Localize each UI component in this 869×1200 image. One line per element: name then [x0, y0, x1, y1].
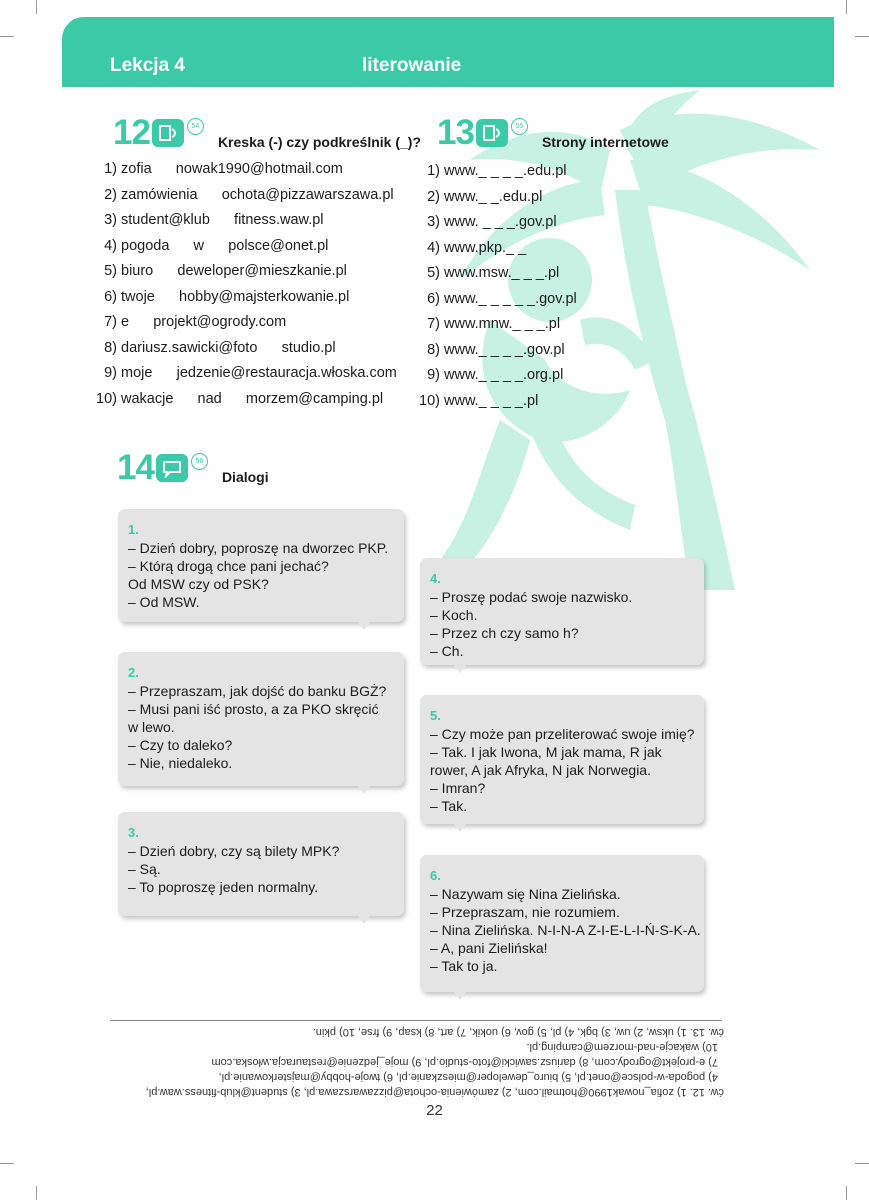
list-item: 2) www._ _.edu.pl: [427, 188, 543, 205]
page-number: 22: [426, 1102, 443, 1119]
list-item: 5) www.msw._ _ _.pl: [427, 265, 560, 281]
dialog-line: – Przez ch czy samo h?: [430, 625, 579, 641]
exercise-number: 13: [437, 113, 474, 152]
dialog-number: 2.: [128, 665, 139, 680]
crop-mark: [855, 1163, 869, 1164]
crop-mark: [846, 1186, 847, 1200]
dialog-line: – Czy to daleko?: [128, 737, 233, 753]
exercise-number: 12: [113, 113, 150, 152]
dialog-line: – Proszę podać swoje nazwisko.: [430, 589, 633, 605]
dialog-line: Od MSW czy od PSK?: [128, 576, 269, 592]
track-number: 54: [187, 118, 204, 135]
dialog-bubble: [118, 652, 404, 786]
list-item: 4) pogoda w polsce@onet.pl: [104, 237, 329, 254]
exercise-13-heading: [437, 113, 669, 153]
exercise-title: Kreska (-) czy podkreślnik (_)?: [217, 134, 421, 150]
exercise-title: Strony internetowe: [541, 134, 669, 150]
dialog-line: – Imran?: [430, 780, 486, 796]
dialog-number: 3.: [128, 825, 139, 840]
list-item: 4) www.pkp._ _: [427, 239, 527, 256]
crop-mark: [846, 0, 847, 14]
dialog-bubble: [118, 812, 404, 916]
speech-icon: [156, 454, 188, 482]
dialog-number: 1.: [128, 522, 139, 537]
dialog-line: – Nie, niedaleko.: [128, 755, 233, 771]
answer-line: ćw. 12. 1) zofia_nowak1990@hotmail.com, 2) zamówienia-ochota@pizzawarszawa.pl, 3) student@klub-fitness.waw.pl,: [145, 1086, 724, 1098]
list-item: 3) student@klub fitness.waw.pl: [104, 212, 324, 228]
crop-mark: [0, 1163, 14, 1164]
exercise-14-heading: [117, 448, 269, 488]
crop-mark: [0, 36, 14, 37]
dialog-number: 5.: [430, 708, 441, 723]
list-item: 1) zofia nowak1990@hotmail.com: [104, 161, 343, 177]
dialog-line: – Koch.: [430, 607, 478, 623]
dialog-line: – Którą drogą chce pani jechać?: [128, 558, 329, 574]
answer-line: ćw. 13. 1) uksw, 2) uw, 3) bgk, 4) pl, 5) gov, 6) uokik, 7) art, 8) ksap, 9) frse, 10) pkin.: [312, 1026, 724, 1038]
bubble-tail: [358, 786, 370, 794]
exercise-12-list: [95, 157, 397, 412]
dialog-line: – Ch.: [430, 643, 464, 659]
dialog-line: – Nazywam się Nina Zielińska.: [430, 886, 621, 902]
lesson-label: Lekcja 4: [110, 55, 185, 76]
dialog-line: – Tak.: [430, 798, 468, 814]
list-item: 5) biuro deweloper@mieszkanie.pl: [104, 263, 347, 279]
list-item: 10) wakacje nad morzem@camping.pl: [96, 390, 384, 407]
list-item: 9) www._ _ _ _.org.pl: [427, 367, 564, 383]
bubble-tail: [358, 622, 370, 630]
exercise-13-list: [418, 159, 577, 414]
dialog-line: – Dzień dobry, poproszę na dworzec PKP.: [128, 540, 389, 556]
dialog-line: – A, pani Zielińska!: [430, 940, 548, 956]
dialog-line: – Dzień dobry, czy są bilety MPK?: [128, 843, 340, 859]
exercise-12-heading: [113, 113, 421, 153]
exercise-title: Dialogi: [221, 469, 269, 485]
list-item: 6) twoje hobby@majsterkowanie.pl: [104, 288, 350, 305]
dialog-bubble: [118, 509, 404, 622]
dialog-line: rower, A jak Afryka, N jak Norwegia.: [430, 762, 651, 778]
answer-line: 10) wakacje-nad-morzem@camping.pl.: [526, 1041, 718, 1053]
dialog-line: – Musi pani iść prosto, a za PKO skręcić: [128, 701, 379, 717]
list-item: 9) moje jedzenie@restauracja.włoska.com: [104, 365, 397, 381]
bubble-tail: [454, 665, 466, 673]
list-item: 3) www. _ _ _.gov.pl: [427, 214, 557, 230]
list-item: 1) www._ _ _ _.edu.pl: [427, 163, 567, 179]
bubble-tail: [358, 916, 370, 924]
crop-mark: [36, 1186, 37, 1200]
dialog-number: 6.: [430, 868, 441, 883]
list-item: 6) www._ _ _ _ _.gov.pl: [427, 290, 577, 307]
dialog-line: – Przepraszam, jak dojść do banku BGŻ?: [128, 683, 387, 699]
list-item: 8) www._ _ _ _.gov.pl: [427, 341, 565, 358]
bubble-tail: [454, 992, 466, 1000]
dialog-line: w lewo.: [128, 719, 175, 735]
answer-divider: [110, 1020, 722, 1021]
list-item: 7) e projekt@ogrody.com: [104, 314, 287, 330]
list-item: 8) dariusz.sawicki@foto studio.pl: [104, 339, 336, 356]
audio-icon: [476, 119, 508, 147]
exercise-number: 14: [117, 448, 154, 487]
list-item: 7) www.mnw._ _ _.pl: [427, 316, 561, 332]
dialog-line: – Czy może pan przeliterować swoje imię?: [430, 726, 695, 742]
dialog-line: – To poproszę jeden normalny.: [128, 879, 319, 895]
dialog-number: 4.: [430, 571, 441, 586]
dialog-line: – Przepraszam, nie rozumiem.: [430, 904, 620, 920]
lesson-header-bar: [62, 17, 834, 87]
dialog-bubble: [420, 855, 704, 992]
lesson-topic: literowanie: [362, 55, 462, 76]
dialog-bubble: [420, 695, 704, 824]
answer-line: 7) e-projekt@ogrody.com, 8) dariusz.sawicki@foto-studio.pl, 9) moje_jedzenie@restauracja.włoska.com: [211, 1056, 718, 1068]
crop-mark: [36, 0, 37, 14]
track-number: 56: [191, 453, 208, 470]
dialog-line: – Tak to ja.: [430, 958, 498, 974]
track-number: 55: [511, 118, 528, 135]
dialog-line: – Nina Zielińska. N-I-N-A Z-I-E-L-I-Ń-S-K-A.: [430, 922, 701, 938]
dialog-line: – Są.: [128, 861, 161, 877]
answer-key-upside-down: [112, 1024, 724, 1099]
list-item: 2) zamówienia ochota@pizzawarszawa.pl: [104, 186, 394, 203]
list-item: 10) www._ _ _ _.pl: [419, 392, 539, 409]
dialog-line: – Od MSW.: [128, 594, 200, 610]
audio-icon: [152, 119, 184, 147]
bubble-tail: [454, 824, 466, 832]
answer-line: 4) pogoda-w-polsce@onet.pl, 5) biuro_deweloper@mieszkanie.pl, 6) twoje-hobby@majsterkowanie.pl,: [218, 1071, 718, 1083]
dialog-bubble: [420, 558, 704, 665]
crop-mark: [855, 36, 869, 37]
dialog-line: – Tak. I jak Iwona, M jak mama, R jak: [430, 744, 662, 760]
